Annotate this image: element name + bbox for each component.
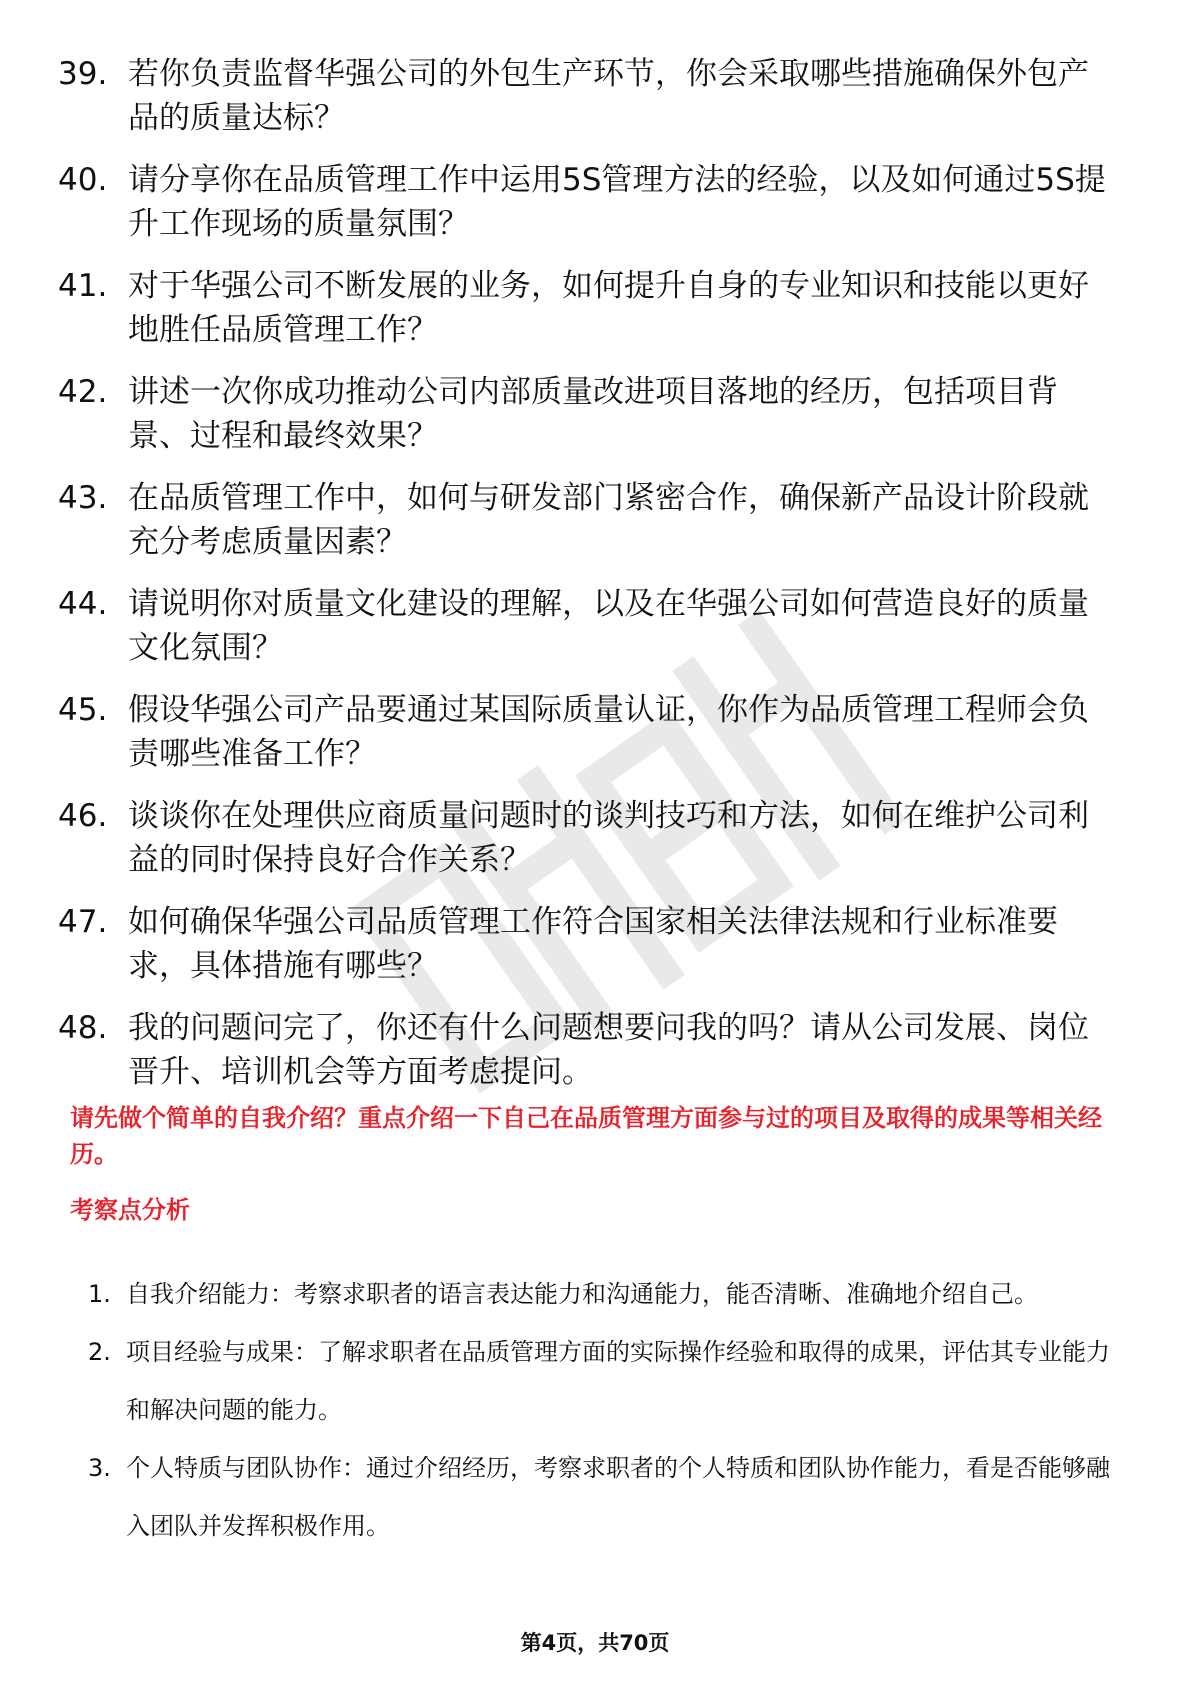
- question-text: 请说明你对质量文化建设的理解，以及在华强公司如何营造良好的质量文化氛围？: [128, 586, 1089, 666]
- question-item: [58, 476, 1118, 564]
- question-list: [58, 52, 1118, 1112]
- question-text: 对于华强公司不断发展的业务，如何提升自身的专业知识和技能以更好地胜任品质管理工作？: [128, 268, 1089, 348]
- question-number: 43.: [58, 480, 108, 516]
- analysis-number: 2.: [88, 1338, 111, 1366]
- question-text: 假设华强公司产品要通过某国际质量认证，你作为品质管理工程师会负责哪些准备工作？: [128, 692, 1089, 772]
- question-text: 谈谈你在处理供应商质量问题时的谈判技巧和方法，如何在维护公司利益的同时保持良好合作关系？: [128, 798, 1089, 878]
- question-item: [58, 52, 1118, 140]
- question-text: 在品质管理工作中，如何与研发部门紧密合作，确保新产品设计阶段就充分考虑质量因素？: [128, 480, 1089, 560]
- question-text: 讲述一次你成功推动公司内部质量改进项目落地的经历，包括项目背景、过程和最终效果？: [128, 374, 1058, 454]
- question-item: [58, 158, 1118, 246]
- analysis-text: 个人特质与团队协作：通过介绍经历，考察求职者的个人特质和团队协作能力，看是否能够融入团队并发挥积极作用。: [126, 1454, 1110, 1540]
- analysis-number: 1.: [88, 1280, 111, 1308]
- question-number: 45.: [58, 692, 108, 728]
- question-text: 请分享你在品质管理工作中运用5S管理方法的经验，以及如何通过5S提升工作现场的质量氛围？: [128, 162, 1106, 242]
- question-number: 46.: [58, 798, 108, 834]
- analysis-heading: 考察点分析: [70, 1196, 190, 1224]
- page-footer: 第4页，共70页: [520, 1631, 670, 1655]
- featured-question: 请先做个简单的自我介绍？重点介绍一下自己在品质管理方面参与过的项目及取得的成果等相关经历。: [70, 1104, 1102, 1168]
- analysis-text: 自我介绍能力：考察求职者的语言表达能力和沟通能力，能否清晰、准确地介绍自己。: [126, 1280, 1038, 1308]
- question-text: 我的问题问完了，你还有什么问题想要问我的吗？请从公司发展、岗位晋升、培训机会等方面考虑提问。: [128, 1010, 1089, 1090]
- analysis-item: [88, 1323, 1118, 1439]
- analysis-item: [88, 1439, 1118, 1555]
- analysis-item: [88, 1265, 1118, 1323]
- analysis-number: 3.: [88, 1454, 111, 1482]
- question-number: 48.: [58, 1010, 108, 1046]
- question-number: 40.: [58, 162, 108, 198]
- question-text: 若你负责监督华强公司的外包生产环节，你会采取哪些措施确保外包产品的质量达标？: [128, 56, 1089, 136]
- question-item: [58, 370, 1118, 458]
- question-item: [58, 900, 1118, 988]
- question-item: [58, 582, 1118, 670]
- analysis-text: 项目经验与成果：了解求职者在品质管理方面的实际操作经验和取得的成果，评估其专业能力和解决问题的能力。: [126, 1338, 1110, 1424]
- question-item: [58, 264, 1118, 352]
- question-text: 如何确保华强公司品质管理工作符合国家相关法律法规和行业标准要求，具体措施有哪些？: [128, 904, 1058, 984]
- question-item: [58, 688, 1118, 776]
- question-item: [58, 1006, 1118, 1094]
- question-number: 44.: [58, 586, 108, 622]
- question-number: 41.: [58, 268, 108, 304]
- question-number: 39.: [58, 56, 108, 92]
- question-number: 47.: [58, 904, 108, 940]
- question-number: 42.: [58, 374, 108, 410]
- analysis-list: [88, 1265, 1118, 1555]
- question-item: [58, 794, 1118, 882]
